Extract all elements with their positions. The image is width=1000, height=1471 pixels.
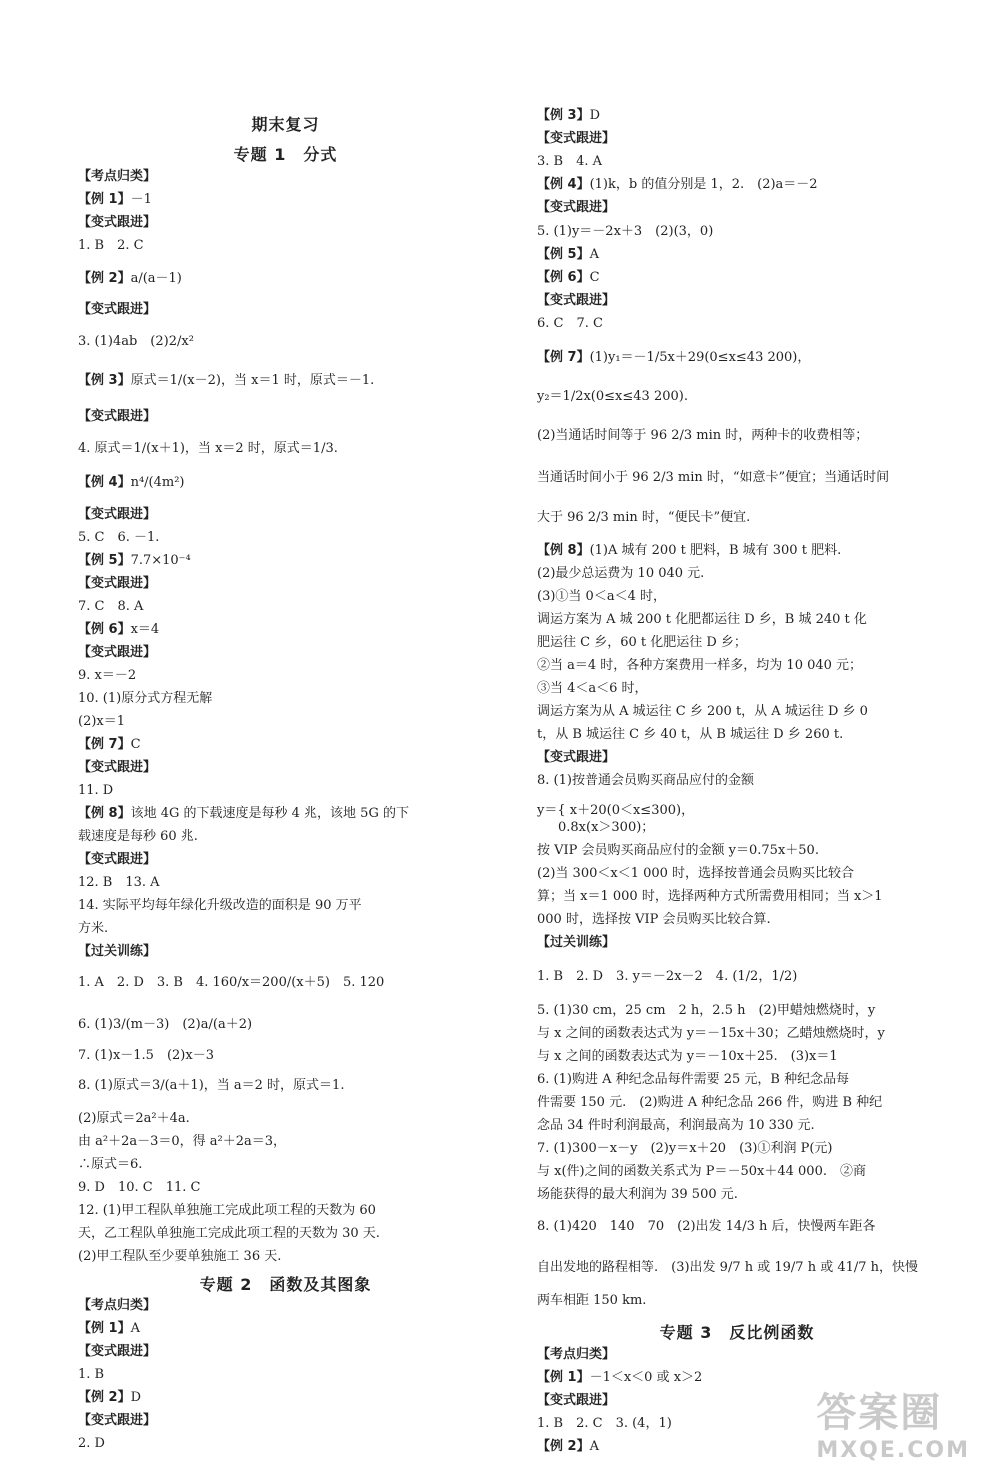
label-tag: 【变式跟进】	[537, 1393, 616, 1408]
label-tag: 【变式跟进】	[78, 302, 157, 317]
text-line: 4. 原式＝1/(x＋1)，当 x＝2 时，原式＝1/3.	[78, 441, 338, 456]
chapter-title: 期末复习	[251, 115, 320, 134]
text-line: 11. D	[78, 783, 114, 798]
watermark-logo: 答案圈	[816, 1390, 943, 1436]
text-line: 8. (1)原式＝3/(a＋1)，当 a＝2 时，原式＝1.	[78, 1078, 345, 1093]
text-line	[537, 1347, 615, 1363]
text-line	[78, 507, 156, 523]
label-tag: 【例 7】	[537, 350, 590, 365]
text-line: y＝{ x＋20(0＜x≤300)，	[537, 803, 695, 818]
text-line: 按 VIP 会员购买商品应付的金额 y＝0.75x＋50.	[537, 843, 819, 858]
text-line: (2)甲工程队至少要单独施工 36 天.	[78, 1249, 282, 1264]
text-line: 【例 3】D	[537, 108, 601, 123]
label-tag: 【例 5】	[78, 553, 131, 568]
text-line: 大于 96 2/3 min 时，“便民卡”便宜.	[537, 510, 751, 525]
text-line: 1. B 2. C	[78, 238, 144, 253]
text-line: 两车相距 150 km.	[537, 1293, 647, 1308]
text-line: 【例 6】x＝4	[78, 622, 160, 637]
text-line	[78, 576, 156, 592]
text-line: 【例 7】C	[78, 737, 141, 752]
text-line: 9. x＝－2	[78, 668, 137, 683]
text-line: 天，乙工程队单独施工完成此项工程的天数为 30 天.	[78, 1226, 380, 1241]
text-line: 7. (1)x－1.5 (2)x－3	[78, 1048, 214, 1063]
text-line: 【例 1】－1＜x＜0 或 x＞2	[537, 1370, 703, 1385]
text-line: 5. (1)y＝－2x＋3 (2)(3，0)	[537, 224, 714, 239]
text-line: 【例 8】(1)A 城有 200 t 肥料，B 城有 300 t 肥料.	[537, 543, 842, 558]
watermark-url: MXQE.COM	[816, 1438, 970, 1463]
text-line: 5. C 6. －1.	[78, 530, 160, 545]
text-line: 调运方案为 A 城 200 t 化肥都运往 D 乡，B 城 240 t 化	[537, 612, 867, 627]
text-line: 7. C 8. A	[78, 599, 144, 614]
label-tag: 【例 4】	[78, 475, 131, 490]
text-line: 【例 4】(1)k，b 的值分别是 1，2. (2)a＝－2	[537, 177, 818, 192]
text-line: 3. B 4. A	[537, 154, 603, 169]
text-line	[78, 1413, 156, 1429]
text-line: 6. (1)3/(m－3) (2)a/(a＋2)	[78, 1017, 253, 1032]
label-tag: 【例 7】	[78, 737, 131, 752]
text-line: 7. (1)300－x－y (2)y＝x＋20 (3)①利润 P(元)	[537, 1141, 833, 1156]
text-line: 【例 5】7.7×10⁻⁴	[78, 553, 191, 568]
text-line: 【例 5】A	[537, 247, 599, 262]
text-line	[537, 750, 615, 766]
label-tag: 【变式跟进】	[78, 1344, 157, 1359]
text-line: 0.8x(x＞300)；	[558, 820, 655, 835]
text-line	[537, 293, 615, 309]
label-tag: 【例 4】	[537, 177, 590, 192]
label-tag: 【变式跟进】	[78, 645, 157, 660]
text-line: 调运方案为从 A 城运往 C 乡 200 t，从 A 城运往 D 乡 0	[537, 704, 868, 719]
label-tag: 【例 1】	[78, 192, 131, 207]
text-line: 1. B	[78, 1367, 105, 1382]
text-line: ③当 4＜a＜6 时，	[537, 681, 648, 696]
label-tag: 【变式跟进】	[537, 200, 616, 215]
text-line	[78, 760, 156, 776]
label-tag: 【例 5】	[537, 247, 590, 262]
text-line: 000 时，选择按 VIP 会员购买比较合算.	[537, 912, 771, 927]
label-tag: 【变式跟进】	[537, 131, 616, 146]
label-tag: 【例 2】	[537, 1439, 590, 1454]
text-line: 【例 2】A	[537, 1439, 599, 1454]
text-line: 【例 3】原式＝1/(x－2)，当 x＝1 时，原式＝－1.	[78, 373, 375, 388]
section-title-1: 专题 1 分式	[233, 145, 338, 164]
text-line: 方米.	[78, 921, 109, 936]
text-line: 10. (1)原分式方程无解	[78, 691, 213, 706]
section-title-2: 专题 2 函数及其图象	[199, 1275, 372, 1294]
text-line: 与 x(件)之间的函数关系式为 P＝－50x＋44 000. ②商	[537, 1164, 866, 1179]
label-tag: 【变式跟进】	[78, 409, 157, 424]
label-tag: 【过关训练】	[537, 935, 616, 950]
text-line	[537, 935, 615, 951]
text-line	[78, 944, 156, 960]
text-line	[78, 169, 156, 185]
label-tag: 【考点归类】	[537, 1347, 616, 1362]
text-line: (2)当 300＜x＜1 000 时，选择按普通会员购买比较合	[537, 866, 855, 881]
text-line: 肥运往 C 乡，60 t 化肥运往 D 乡；	[537, 635, 747, 650]
label-tag: 【例 1】	[537, 1370, 590, 1385]
text-line: 与 x 之间的函数表达式为 y＝－10x＋25. (3)x＝1	[537, 1049, 838, 1064]
text-line: 9. D 10. C 11. C	[78, 1180, 201, 1195]
watermark	[816, 1381, 970, 1463]
label-tag: 【过关训练】	[78, 944, 157, 959]
text-line: 8. (1)按普通会员购买商品应付的金额	[537, 773, 754, 788]
label-tag: 【例 6】	[537, 270, 590, 285]
text-line: (2)当通话时间等于 96 2/3 min 时，两种卡的收费相等；	[537, 428, 869, 443]
text-line: y₂＝1/2x(0≤x≤43 200).	[537, 389, 688, 404]
text-line	[78, 852, 156, 868]
text-line: (2)原式＝2a²＋4a.	[78, 1111, 190, 1126]
label-tag: 【变式跟进】	[78, 1413, 157, 1428]
text-line: 【例 1】－1	[78, 192, 152, 207]
label-tag: 【例 3】	[537, 108, 590, 123]
label-tag: 【考点归类】	[78, 1298, 157, 1313]
text-line	[78, 1298, 156, 1314]
text-line: 5. (1)30 cm，25 cm 2 h，2.5 h (2)甲蜡烛燃烧时，y	[537, 1003, 876, 1018]
text-line: 念品 34 件时利润最高，利润最高为 10 330 元.	[537, 1118, 815, 1133]
text-line	[78, 215, 156, 231]
text-line	[537, 131, 615, 147]
text-line	[537, 1393, 615, 1409]
label-tag: 【例 8】	[78, 806, 131, 821]
text-line: 1. A 2. D 3. B 4. 160/x＝200/(x＋5) 5. 120	[78, 975, 385, 990]
text-line: 【例 2】a/(a－1)	[78, 271, 182, 286]
text-line: (2)最少总运费为 10 040 元.	[537, 566, 705, 581]
text-line: 6. C 7. C	[537, 316, 603, 331]
text-line: 算；当 x＝1 000 时，选择两种方式所需费用相同；当 x＞1	[537, 889, 883, 904]
text-line: 场能获得的最大利润为 39 500 元.	[537, 1187, 738, 1202]
text-line: ②当 a＝4 时，各种方案费用一样多，均为 10 040 元；	[537, 658, 863, 673]
label-tag: 【变式跟进】	[78, 576, 157, 591]
label-tag: 【例 2】	[78, 1390, 131, 1405]
label-tag: 【变式跟进】	[537, 750, 616, 765]
text-line	[78, 302, 156, 318]
text-line	[78, 409, 156, 425]
text-line: 载速度是每秒 60 兆.	[78, 829, 198, 844]
text-line: 3. (1)4ab (2)2/x²	[78, 334, 194, 349]
section-title-3: 专题 3 反比例函数	[659, 1323, 815, 1342]
text-line: 件需要 150 元. (2)购进 A 种纪念品 266 件，购进 B 种纪	[537, 1095, 883, 1110]
text-line: 【例 4】n⁴/(4m²)	[78, 475, 185, 490]
text-line: 12. (1)甲工程队单独施工完成此项工程的天数为 60	[78, 1203, 376, 1218]
text-line: (2)x＝1	[78, 714, 126, 729]
label-tag: 【例 6】	[78, 622, 131, 637]
label-tag: 【变式跟进】	[78, 215, 157, 230]
text-line: 自出发地的路程相等. (3)出发 9/7 h 或 19/7 h 或 41/7 h，快慢	[537, 1260, 919, 1275]
label-tag: 【例 1】	[78, 1321, 131, 1336]
text-line: 1. B 2. D 3. y＝－2x－2 4. (1/2，1/2)	[537, 969, 798, 984]
text-line: 【例 8】该地 4G 的下载速度是每秒 4 兆，该地 5G 的下	[78, 806, 409, 821]
text-line: 当通话时间小于 96 2/3 min 时，“如意卡”便宜；当通话时间	[537, 470, 890, 485]
label-tag: 【例 2】	[78, 271, 131, 286]
text-line: ∴原式＝6.	[78, 1157, 143, 1172]
text-line: 与 x 之间的函数表达式为 y＝－15x＋30；乙蜡烛燃烧时，y	[537, 1026, 885, 1041]
label-tag: 【例 3】	[78, 373, 131, 388]
label-tag: 【考点归类】	[78, 169, 157, 184]
label-tag: 【变式跟进】	[537, 293, 616, 308]
text-line: 【例 1】A	[78, 1321, 140, 1336]
text-line	[78, 645, 156, 661]
text-line: 12. B 13. A	[78, 875, 160, 890]
text-line: 6. (1)购进 A 种纪念品每件需要 25 元，B 种纪念品每	[537, 1072, 850, 1087]
text-line: 【例 7】(1)y₁＝－1/5x＋29(0≤x≤43 200)，	[537, 350, 811, 365]
text-line: 【例 2】D	[78, 1390, 142, 1405]
text-line: 8. (1)420 140 70 (2)出发 14/3 h 后，快慢两车距各	[537, 1219, 876, 1234]
label-tag: 【变式跟进】	[78, 507, 157, 522]
text-line: 2. D	[78, 1436, 105, 1451]
text-line: 14. 实际平均每年绿化升级改造的面积是 90 万平	[78, 898, 362, 913]
text-line: 【例 6】C	[537, 270, 600, 285]
text-line: t，从 B 城运往 C 乡 40 t，从 B 城运往 D 乡 260 t.	[537, 727, 844, 742]
text-line: 1. B 2. C 3. (4，1)	[537, 1416, 672, 1431]
label-tag: 【例 8】	[537, 543, 590, 558]
label-tag: 【变式跟进】	[78, 760, 157, 775]
text-line: (3)①当 0＜a＜4 时，	[537, 589, 666, 604]
text-line	[78, 1344, 156, 1360]
text-line	[537, 200, 615, 216]
text-line: 由 a²＋2a－3＝0，得 a²＋2a＝3，	[78, 1134, 287, 1149]
label-tag: 【变式跟进】	[78, 852, 157, 867]
